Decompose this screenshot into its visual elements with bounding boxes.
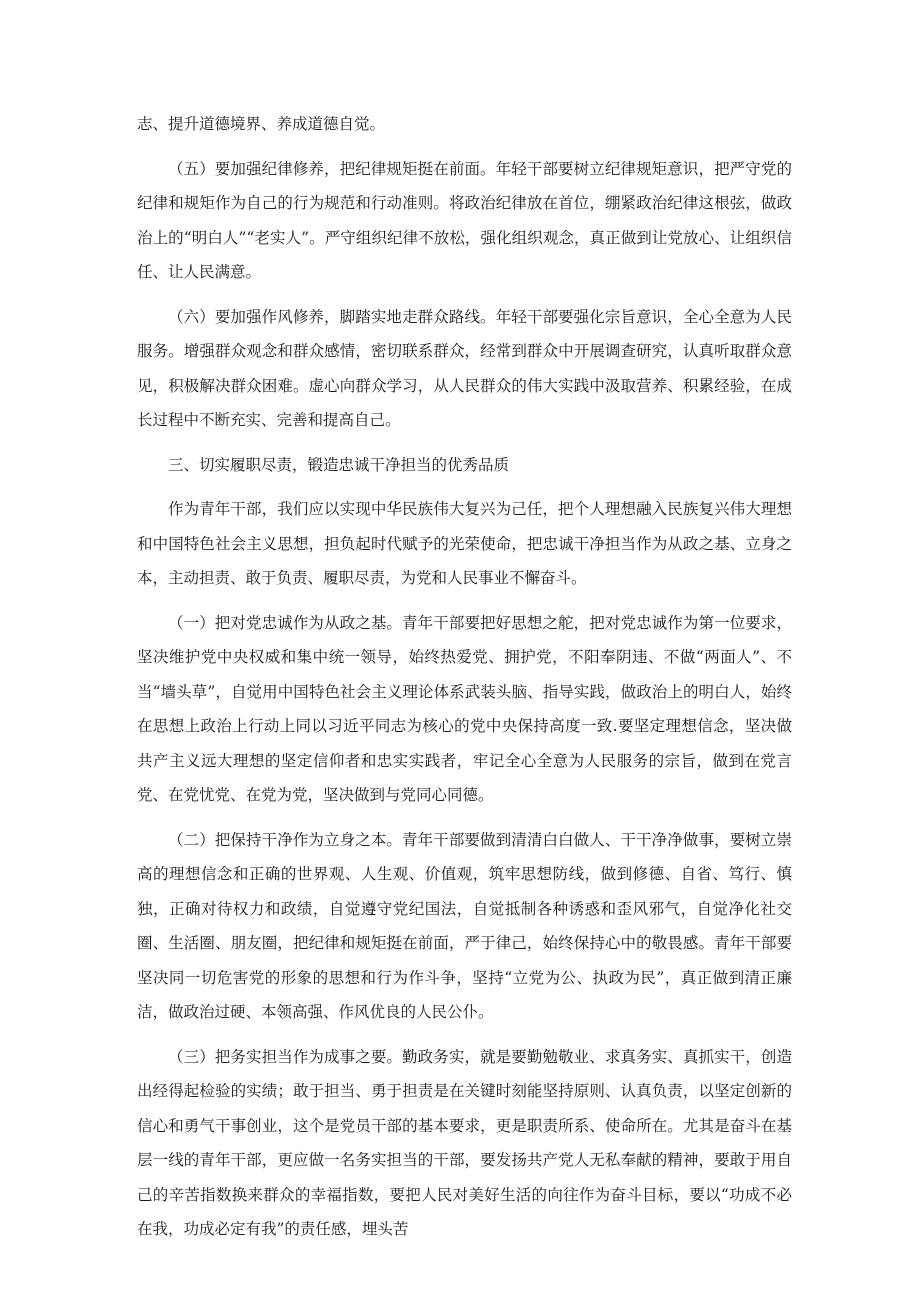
section-heading-three: 三、切实履职尽责，锻造忠诚干净担当的优秀品质 [168,455,510,474]
paragraph-loyalty: （一）把对党忠诚作为从政之基。青年干部要把好思想之舵，把对党忠诚作为第一位要求，坚决维护党中央权威和集中统一领导，始终热爱党、拥护党，不阳奉阴违、不做“两面人”、不当“墙头草”，自觉用中国特色社会主义理论体系武装头脑、指导实践，做政治上的明白人，始终在思想上政治上行动上同以习近平同志为核心的党中央保持高度一致.要坚定理想信念，坚决做共产主义远大理想的坚定信仰者和忠实实践者，牢记全心全意为人民服务的宗旨，做到在党言党、在党忧党、在党为党，坚决做到与党同心同德。 [137,613,792,804]
paragraph-continuation: 志、提升道德境界、养成道德自觉。 [137,115,386,133]
document-page [137,107,792,1257]
paragraph-youth-cadre: 作为青年干部，我们应以实现中华民族伟大复兴为己任，把个人理想融入民族复兴伟大理想和中国特色社会主义思想，担负起时代赋予的光荣使命，把忠诚干净担当作为从政之基、立身之本，主动担责、敢于负责、履职尽责，为党和人民事业不懈奋斗。 [137,500,792,587]
paragraph-discipline: （五）要加强纪律修养，把纪律规矩挺在前面。年轻干部要树立纪律规矩意识，把严守党的纪律和规矩作为自己的行为规范和行动准则。将政治纪律放在首位，绷紧政治纪律这根弦，做政治上的“明白人”“老实人”。严守组织纪律不放松，强化组织观念，真正做到让党放心、让组织信任、让人民满意。 [137,159,792,281]
paragraph-integrity: （二）把保持干净作为立身之本。青年干部要做到清清白白做人、干干净净做事，要树立崇高的理想信念和正确的世界观、人生观、价值观，筑牢思想防线，做到修德、自省、笃行、慎独，正确对待权力和政绩，自觉遵守党纪国法，自觉抵制各种诱惑和歪风邪气，自觉净化社交圈、生活圈、朋友圈，把纪律和规矩挺在前面，严于律己，始终保持心中的敬畏感。青年干部要坚决同一切危害党的形象的思想和行为作斗争，坚持“立党为公、执政为民”，真正做到清正廉洁，做政治过硬、本领高强、作风优良的人民公仆。 [137,830,792,1021]
paragraph-work-style: （六）要加强作风修养，脚踏实地走群众路线。年轻干部要强化宗旨意识，全心全意为人民服务。增强群众观念和群众感情，密切联系群众，经常到群众中开展调查研究，认真听取群众意见，积极解决群众困难。虚心向群众学习，从人民群众的伟大实践中汲取营养、积累经验，在成长过程中不断充实、完善和提高自己。 [137,307,792,429]
paragraph-responsibility: （三）把务实担当作为成事之要。勤政务实，就是要勤勉敬业、求真务实、真抓实干，创造出经得起检验的实绩；敢于担当、勇于担责是在关键时刻能坚持原则、认真负责，以坚定创新的信心和勇气干事创业，这个是党员干部的基本要求，更是职责所系、使命所在。尤其是奋斗在基层一线的青年干部，更应做一名务实担当的干部，要发扬共产党人无私奉献的精神，要敢于用自己的辛苦指数换来群众的幸福指数，要把人民对美好生活的向往作为奋斗目标，要以“功成不必在我，功成必定有我”的责任感，埋头苦 [137,1047,792,1238]
